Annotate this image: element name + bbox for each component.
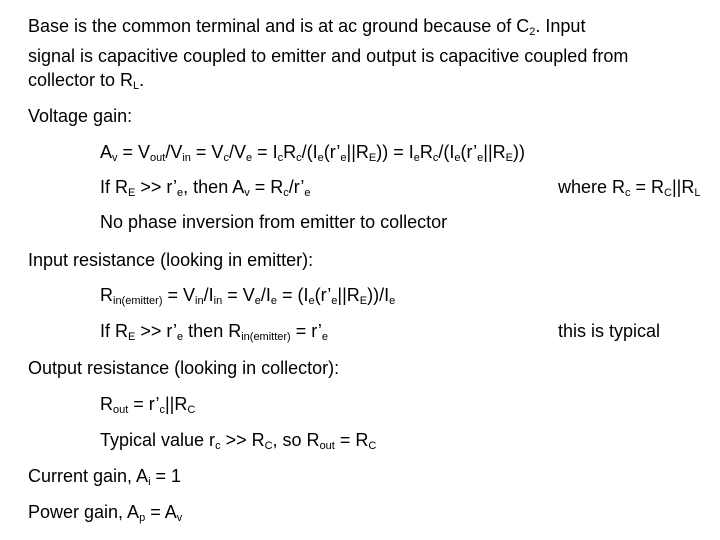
subscript: e xyxy=(413,152,420,164)
intro-line-1: Base is the common terminal and is at ac ground because of $C_2$. Input xyxy=(28,16,586,38)
voltage-gain-condition xyxy=(100,175,701,199)
intro-line-2: signal is capacitive coupled to emitter and output is capacitive coupled from xyxy=(28,46,629,66)
intro-line-3: collector to $R_L$. xyxy=(28,70,145,92)
subscript: e xyxy=(304,187,311,199)
subscript: i xyxy=(148,476,151,488)
input-resistance-note: this is typical xyxy=(558,321,661,341)
subscript: e xyxy=(270,295,277,307)
voltage-gain-condition-text: If $R_E$ >> $r’_e$, then $A_v$ = $R_c/r’_e$ xyxy=(100,177,311,199)
subscript: e xyxy=(308,295,315,307)
subscript: p xyxy=(139,512,146,524)
subscript: in(emitter) xyxy=(241,331,291,343)
subscript: E xyxy=(128,331,136,343)
subscript: out xyxy=(319,440,335,452)
subscript: c xyxy=(223,152,229,164)
output-resistance-heading: Output resistance (looking in collector): xyxy=(28,358,340,378)
subscript: e xyxy=(477,152,484,164)
subscript: v xyxy=(112,152,118,164)
subscript: c xyxy=(296,152,302,164)
subscript: C xyxy=(368,440,377,452)
subscript: e xyxy=(331,295,338,307)
input-resistance-condition-text: If $R_E$ >> $r’_e$ then $R_{in(emitter)}$ = $r’_e$ xyxy=(100,321,329,343)
subscript: out xyxy=(150,152,166,164)
subscript: e xyxy=(245,152,253,164)
subscript: v xyxy=(244,187,250,199)
subscript: E xyxy=(128,187,136,199)
subscript: c xyxy=(625,187,631,199)
subscript: c xyxy=(159,404,165,416)
phase-note: No phase inversion from emitter to collector xyxy=(100,212,448,232)
subscript: E xyxy=(368,152,377,164)
power-gain: Power gain, $A_p = A_v$ xyxy=(28,502,183,524)
subscript: C xyxy=(187,404,196,416)
input-resistance-heading: Input resistance (looking in emitter): xyxy=(28,250,314,270)
input-resistance-condition xyxy=(100,319,661,343)
subscript: e xyxy=(177,187,184,199)
voltage-gain-heading: Voltage gain: xyxy=(28,106,133,126)
voltage-gain-where: where $R_c = R_C||R_L$ xyxy=(558,177,701,199)
subscript: out xyxy=(113,404,129,416)
subscript: c xyxy=(283,187,289,199)
voltage-gain-formula: $A_v = V_{out}/V_{in} = V_c/V_e$ = $I_cR_c/(I_e(r’_e||R_E))$ = $I_eR_c/(I_e(r’_e||R_E))$ xyxy=(100,142,525,164)
subscript: in xyxy=(213,295,223,307)
current-gain: Current gain, $A_i = 1$ xyxy=(28,466,182,488)
subscript: C xyxy=(264,440,273,452)
subscript: E xyxy=(505,152,513,164)
subscript: c xyxy=(215,440,221,452)
input-resistance-formula: $R_{in(emitter)} = V_{in}/I_{in} = V_e/I_e$ = $(I_e(r’_e||R_E))/I_e$ xyxy=(100,285,396,307)
subscript: L xyxy=(694,187,701,199)
subscript: e xyxy=(317,152,324,164)
subscript: e xyxy=(389,295,396,307)
subscript: v xyxy=(176,512,183,524)
subscript: c xyxy=(432,152,439,164)
subscript: in xyxy=(195,295,204,307)
output-resistance-formula: $R_{out}$ = $r’_c||R_C$ xyxy=(100,394,196,416)
subscript: e xyxy=(177,331,184,343)
subscript: e xyxy=(340,152,347,164)
subscript: E xyxy=(359,295,368,307)
subscript: e xyxy=(454,152,461,164)
subscript: C xyxy=(664,187,672,199)
subscript: e xyxy=(321,331,329,343)
output-resistance-typical: Typical value $r_c >> R_C$, so $R_{out} = R_C$ xyxy=(100,430,377,452)
subscript: in xyxy=(182,152,191,164)
subscript: c xyxy=(277,152,284,164)
subscript: e xyxy=(254,295,261,307)
subscript: in(emitter) xyxy=(113,295,163,307)
